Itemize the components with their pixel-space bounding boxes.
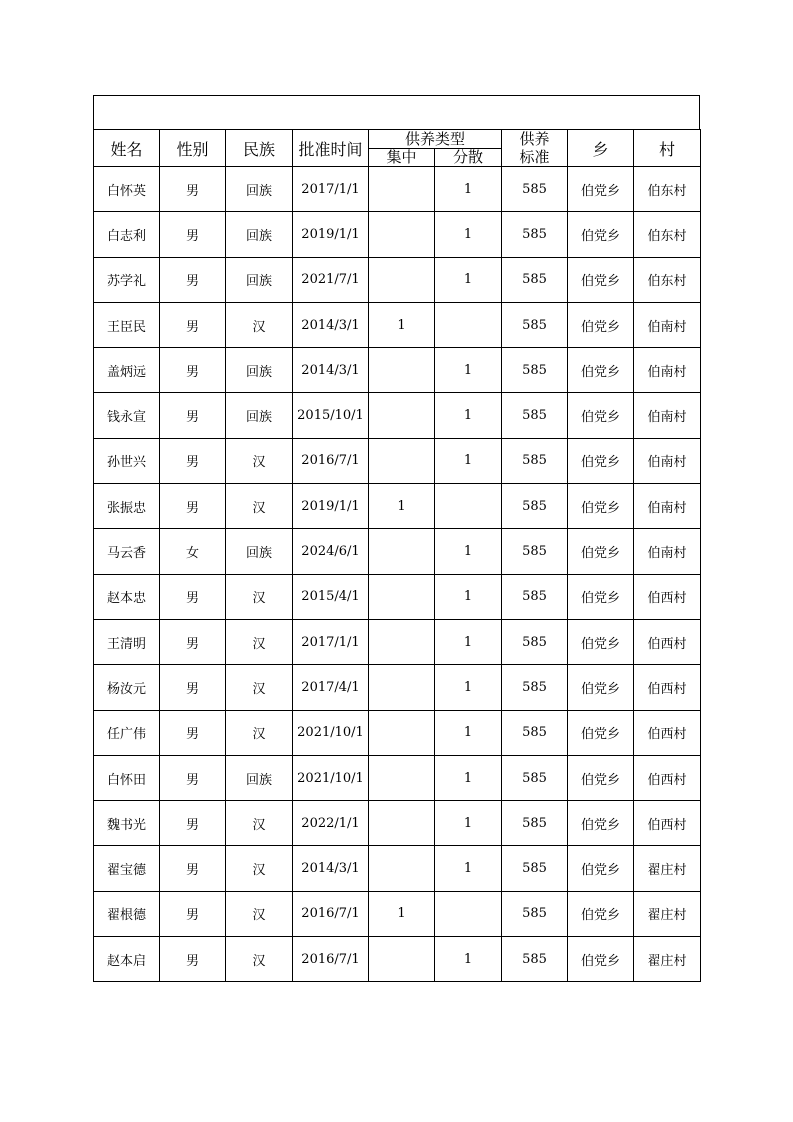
cell-date: 2022/1/1 xyxy=(293,801,369,846)
table-row xyxy=(94,755,701,800)
cell-standard: 585 xyxy=(502,212,568,257)
header-standard-line2: 标准 xyxy=(519,148,550,166)
cell-concentrated xyxy=(369,529,435,574)
cell-ethnicity: 汉 xyxy=(226,438,293,483)
table-title-row xyxy=(93,95,700,129)
cell-dispersed: 1 xyxy=(435,755,502,800)
cell-dispersed: 1 xyxy=(435,619,502,664)
cell-standard: 585 xyxy=(502,619,568,664)
cell-concentrated xyxy=(369,937,435,982)
cell-sex: 男 xyxy=(160,937,226,982)
cell-concentrated xyxy=(369,665,435,710)
header-concentrated: 集中 xyxy=(369,148,435,167)
cell-standard: 585 xyxy=(502,846,568,891)
cell-date: 2014/3/1 xyxy=(293,846,369,891)
cell-dispersed xyxy=(435,891,502,936)
cell-dispersed: 1 xyxy=(435,393,502,438)
cell-date: 2024/6/1 xyxy=(293,529,369,574)
cell-concentrated xyxy=(369,348,435,393)
cell-ethnicity: 回族 xyxy=(226,393,293,438)
cell-village: 伯东村 xyxy=(634,167,701,212)
cell-township: 伯党乡 xyxy=(568,710,634,755)
cell-date: 2016/7/1 xyxy=(293,937,369,982)
cell-concentrated xyxy=(369,619,435,664)
cell-name: 钱永宣 xyxy=(94,393,160,438)
cell-date: 2016/7/1 xyxy=(293,438,369,483)
cell-sex: 男 xyxy=(160,393,226,438)
cell-name: 白志利 xyxy=(94,212,160,257)
cell-sex: 男 xyxy=(160,801,226,846)
table-row xyxy=(94,801,701,846)
cell-dispersed: 1 xyxy=(435,574,502,619)
cell-township: 伯党乡 xyxy=(568,257,634,302)
cell-village: 翟庄村 xyxy=(634,846,701,891)
cell-concentrated xyxy=(369,755,435,800)
cell-dispersed: 1 xyxy=(435,801,502,846)
cell-ethnicity: 汉 xyxy=(226,710,293,755)
cell-standard: 585 xyxy=(502,755,568,800)
cell-date: 2014/3/1 xyxy=(293,348,369,393)
cell-village: 伯东村 xyxy=(634,257,701,302)
cell-name: 王臣民 xyxy=(94,302,160,347)
cell-township: 伯党乡 xyxy=(568,665,634,710)
cell-dispersed: 1 xyxy=(435,665,502,710)
cell-name: 任广伟 xyxy=(94,710,160,755)
table-row xyxy=(94,348,701,393)
cell-township: 伯党乡 xyxy=(568,212,634,257)
cell-dispersed: 1 xyxy=(435,167,502,212)
cell-name: 孙世兴 xyxy=(94,438,160,483)
cell-dispersed: 1 xyxy=(435,937,502,982)
cell-township: 伯党乡 xyxy=(568,438,634,483)
cell-village: 伯南村 xyxy=(634,348,701,393)
cell-concentrated: 1 xyxy=(369,302,435,347)
cell-date: 2019/1/1 xyxy=(293,484,369,529)
cell-standard: 585 xyxy=(502,302,568,347)
table-row xyxy=(94,257,701,302)
header-name: 姓名 xyxy=(94,130,160,167)
cell-name: 翟根德 xyxy=(94,891,160,936)
header-approval-date: 批准时间 xyxy=(293,130,369,167)
cell-township: 伯党乡 xyxy=(568,393,634,438)
cell-dispersed xyxy=(435,484,502,529)
cell-village: 伯西村 xyxy=(634,665,701,710)
cell-sex: 男 xyxy=(160,484,226,529)
table-row xyxy=(94,619,701,664)
cell-township: 伯党乡 xyxy=(568,529,634,574)
cell-date: 2021/7/1 xyxy=(293,257,369,302)
cell-name: 苏学礼 xyxy=(94,257,160,302)
cell-standard: 585 xyxy=(502,574,568,619)
cell-sex: 男 xyxy=(160,167,226,212)
cell-concentrated xyxy=(369,393,435,438)
table-row xyxy=(94,710,701,755)
cell-village: 伯西村 xyxy=(634,801,701,846)
cell-sex: 男 xyxy=(160,257,226,302)
cell-standard: 585 xyxy=(502,484,568,529)
cell-township: 伯党乡 xyxy=(568,937,634,982)
table-row xyxy=(94,665,701,710)
cell-sex: 男 xyxy=(160,665,226,710)
cell-sex: 男 xyxy=(160,302,226,347)
cell-ethnicity: 回族 xyxy=(226,167,293,212)
table-row xyxy=(94,937,701,982)
cell-village: 伯东村 xyxy=(634,212,701,257)
cell-township: 伯党乡 xyxy=(568,302,634,347)
cell-date: 2015/10/1 xyxy=(293,393,369,438)
cell-dispersed xyxy=(435,302,502,347)
cell-ethnicity: 汉 xyxy=(226,484,293,529)
cell-dispersed: 1 xyxy=(435,438,502,483)
header-dispersed: 分散 xyxy=(435,148,502,167)
table-row xyxy=(94,438,701,483)
cell-standard: 585 xyxy=(502,438,568,483)
cell-ethnicity: 汉 xyxy=(226,574,293,619)
cell-standard: 585 xyxy=(502,710,568,755)
cell-concentrated xyxy=(369,574,435,619)
cell-standard: 585 xyxy=(502,891,568,936)
cell-date: 2019/1/1 xyxy=(293,212,369,257)
cell-name: 魏书光 xyxy=(94,801,160,846)
cell-concentrated: 1 xyxy=(369,891,435,936)
cell-village: 伯西村 xyxy=(634,755,701,800)
cell-sex: 男 xyxy=(160,574,226,619)
cell-township: 伯党乡 xyxy=(568,619,634,664)
cell-township: 伯党乡 xyxy=(568,891,634,936)
cell-name: 赵本启 xyxy=(94,937,160,982)
cell-township: 伯党乡 xyxy=(568,801,634,846)
table-row xyxy=(94,574,701,619)
cell-sex: 男 xyxy=(160,755,226,800)
cell-standard: 585 xyxy=(502,393,568,438)
cell-ethnicity: 回族 xyxy=(226,529,293,574)
cell-sex: 男 xyxy=(160,212,226,257)
cell-village: 伯南村 xyxy=(634,438,701,483)
cell-standard: 585 xyxy=(502,348,568,393)
cell-standard: 585 xyxy=(502,937,568,982)
table-row xyxy=(94,302,701,347)
cell-concentrated xyxy=(369,167,435,212)
cell-village: 伯南村 xyxy=(634,393,701,438)
cell-sex: 女 xyxy=(160,529,226,574)
table-row xyxy=(94,846,701,891)
cell-concentrated xyxy=(369,710,435,755)
cell-ethnicity: 回族 xyxy=(226,212,293,257)
cell-name: 白怀田 xyxy=(94,755,160,800)
header-standard-line1: 供养 xyxy=(519,130,550,148)
cell-concentrated xyxy=(369,846,435,891)
cell-ethnicity: 汉 xyxy=(226,937,293,982)
cell-village: 伯南村 xyxy=(634,529,701,574)
cell-village: 伯西村 xyxy=(634,574,701,619)
cell-dispersed: 1 xyxy=(435,212,502,257)
cell-ethnicity: 汉 xyxy=(226,891,293,936)
cell-village: 伯南村 xyxy=(634,484,701,529)
cell-dispersed: 1 xyxy=(435,529,502,574)
header-ethnicity: 民族 xyxy=(226,130,293,167)
cell-township: 伯党乡 xyxy=(568,348,634,393)
cell-ethnicity: 回族 xyxy=(226,257,293,302)
cell-sex: 男 xyxy=(160,710,226,755)
cell-date: 2014/3/1 xyxy=(293,302,369,347)
cell-name: 王清明 xyxy=(94,619,160,664)
cell-concentrated xyxy=(369,257,435,302)
header-support-type: 供养类型 xyxy=(369,130,502,149)
cell-date: 2015/4/1 xyxy=(293,574,369,619)
cell-date: 2016/7/1 xyxy=(293,891,369,936)
cell-township: 伯党乡 xyxy=(568,755,634,800)
cell-sex: 男 xyxy=(160,348,226,393)
cell-sex: 男 xyxy=(160,891,226,936)
cell-concentrated: 1 xyxy=(369,484,435,529)
cell-ethnicity: 汉 xyxy=(226,619,293,664)
cell-concentrated xyxy=(369,212,435,257)
cell-name: 杨汝元 xyxy=(94,665,160,710)
cell-sex: 男 xyxy=(160,619,226,664)
cell-standard: 585 xyxy=(502,167,568,212)
header-village: 村 xyxy=(634,130,701,167)
table-row xyxy=(94,212,701,257)
cell-dispersed: 1 xyxy=(435,846,502,891)
table-row xyxy=(94,484,701,529)
cell-village: 伯西村 xyxy=(634,710,701,755)
cell-name: 翟宝德 xyxy=(94,846,160,891)
cell-dispersed: 1 xyxy=(435,257,502,302)
cell-sex: 男 xyxy=(160,438,226,483)
cell-township: 伯党乡 xyxy=(568,574,634,619)
document-sheet xyxy=(93,95,700,982)
cell-concentrated xyxy=(369,801,435,846)
cell-name: 赵本忠 xyxy=(94,574,160,619)
cell-date: 2021/10/1 xyxy=(293,710,369,755)
cell-village: 伯西村 xyxy=(634,619,701,664)
cell-township: 伯党乡 xyxy=(568,484,634,529)
cell-ethnicity: 汉 xyxy=(226,302,293,347)
cell-village: 翟庄村 xyxy=(634,937,701,982)
cell-date: 2017/1/1 xyxy=(293,619,369,664)
header-standard xyxy=(502,130,568,167)
cell-dispersed: 1 xyxy=(435,348,502,393)
cell-ethnicity: 回族 xyxy=(226,348,293,393)
table-row xyxy=(94,529,701,574)
cell-village: 翟庄村 xyxy=(634,891,701,936)
cell-standard: 585 xyxy=(502,665,568,710)
table-row xyxy=(94,167,701,212)
cell-date: 2017/1/1 xyxy=(293,167,369,212)
cell-concentrated xyxy=(369,438,435,483)
cell-ethnicity: 回族 xyxy=(226,755,293,800)
cell-standard: 585 xyxy=(502,529,568,574)
cell-date: 2017/4/1 xyxy=(293,665,369,710)
header-sex: 性别 xyxy=(160,130,226,167)
cell-village: 伯南村 xyxy=(634,302,701,347)
cell-township: 伯党乡 xyxy=(568,846,634,891)
cell-standard: 585 xyxy=(502,257,568,302)
cell-date: 2021/10/1 xyxy=(293,755,369,800)
support-table xyxy=(93,129,701,982)
cell-ethnicity: 汉 xyxy=(226,846,293,891)
cell-name: 白怀英 xyxy=(94,167,160,212)
cell-name: 盖炳远 xyxy=(94,348,160,393)
cell-dispersed: 1 xyxy=(435,710,502,755)
cell-ethnicity: 汉 xyxy=(226,801,293,846)
cell-sex: 男 xyxy=(160,846,226,891)
cell-ethnicity: 汉 xyxy=(226,665,293,710)
cell-name: 马云香 xyxy=(94,529,160,574)
header-township: 乡 xyxy=(568,130,634,167)
cell-standard: 585 xyxy=(502,801,568,846)
table-row xyxy=(94,891,701,936)
cell-name: 张振忠 xyxy=(94,484,160,529)
cell-township: 伯党乡 xyxy=(568,167,634,212)
table-row xyxy=(94,393,701,438)
